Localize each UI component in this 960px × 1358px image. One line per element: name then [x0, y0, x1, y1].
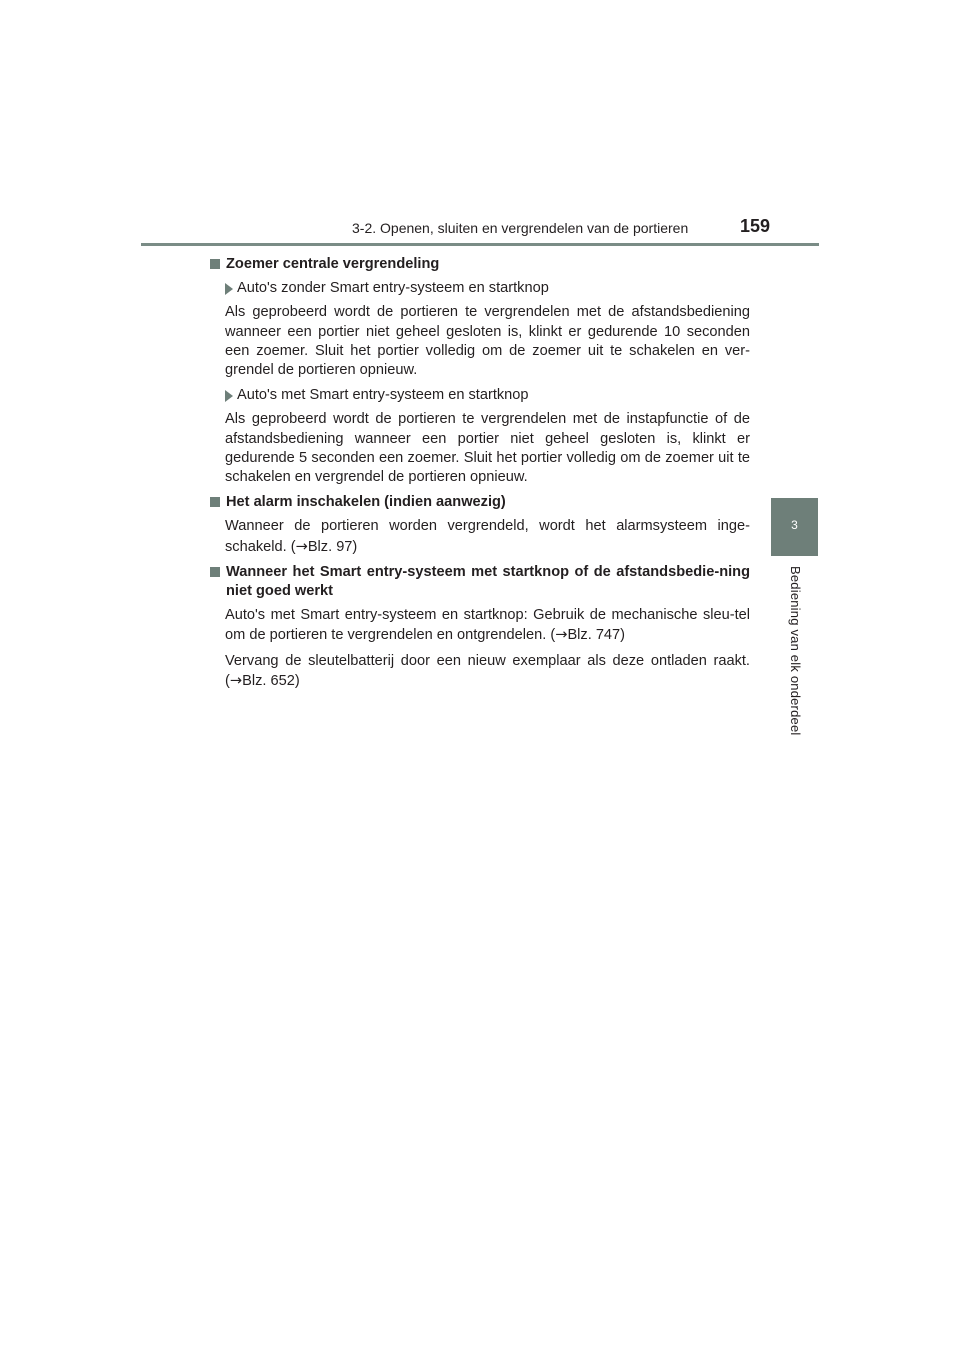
section-heading — [210, 493, 750, 512]
square-bullet-icon — [210, 497, 220, 507]
triangle-bullet-icon — [225, 390, 233, 402]
paragraph — [210, 652, 750, 691]
chapter-tab — [771, 498, 818, 556]
subheading — [210, 279, 750, 298]
paragraph-text: Vervang de sleutelbatterij door een nieuw exemplaar als deze ontladen raakt. ( — [225, 652, 750, 689]
square-bullet-icon — [210, 259, 220, 269]
paragraph: Als geprobeerd wordt de portieren te vergrendelen met de afstandsbediening wanneer een portier niet geheel gesloten is, klinkt er gedurende 10 seconden een zoemer. Sluit het portier volledig om de zoemer uit te schakelen en ver-grendel de portieren opnieuw. — [225, 304, 750, 379]
section-alarm — [210, 493, 750, 557]
running-header: 3-2. Openen, sluiten en vergrendelen van de portieren — [352, 220, 689, 236]
arrow-right-icon: → — [295, 537, 308, 555]
arrow-right-icon: → — [229, 671, 243, 689]
paragraph — [210, 517, 750, 556]
page-reference: Blz. 97) — [307, 538, 358, 555]
paragraph-text: Wanneer de portieren worden vergrendeld, wordt het alarmsysteem inge-schakeld. ( — [225, 518, 750, 555]
section-smart-entry — [210, 563, 750, 691]
subheading-text: Auto's met Smart entry-systeem en startknop — [237, 387, 529, 404]
page-reference: Blz. 747) — [567, 627, 626, 644]
page-content — [210, 255, 750, 697]
chapter-label: Bediening van elk onderdeel — [788, 566, 803, 736]
page-reference: Blz. 652) — [242, 672, 300, 689]
section-zoemer — [210, 255, 750, 487]
section-heading — [210, 255, 750, 274]
paragraph-text: Auto's met Smart entry-systeem en startknop: Gebruik de mechanische sleu-tel om de portieren te vergrendelen en ontgrendelen. ( — [225, 607, 750, 644]
triangle-bullet-icon — [225, 283, 233, 295]
paragraph — [210, 606, 750, 645]
subheading-text: Auto's zonder Smart entry-systeem en startknop — [237, 280, 549, 297]
paragraph: Als geprobeerd wordt de portieren te vergrendelen met de instapfunctie of de afstandsbediening wanneer een portier niet geheel gesloten is, klinkt er gedurende 5 seconden een zoemer. Sluit het portier volledig om de zoemer uit te schakelen en vergrendel de portieren opnieuw. — [225, 411, 750, 486]
section-heading — [210, 563, 750, 601]
header-rule — [141, 243, 819, 246]
section-heading-text: Wanneer het Smart entry-systeem met startknop of de afstandsbedie-ning niet goed werkt — [226, 563, 750, 600]
page-number: 159 — [740, 216, 771, 236]
chapter-number: 3 — [791, 518, 798, 532]
section-heading-text: Het alarm inschakelen (indien aanwezig) — [226, 494, 506, 511]
square-bullet-icon — [210, 567, 220, 577]
arrow-right-icon: → — [555, 626, 568, 644]
subheading — [210, 386, 750, 405]
section-heading-text: Zoemer centrale vergrendeling — [226, 256, 440, 272]
